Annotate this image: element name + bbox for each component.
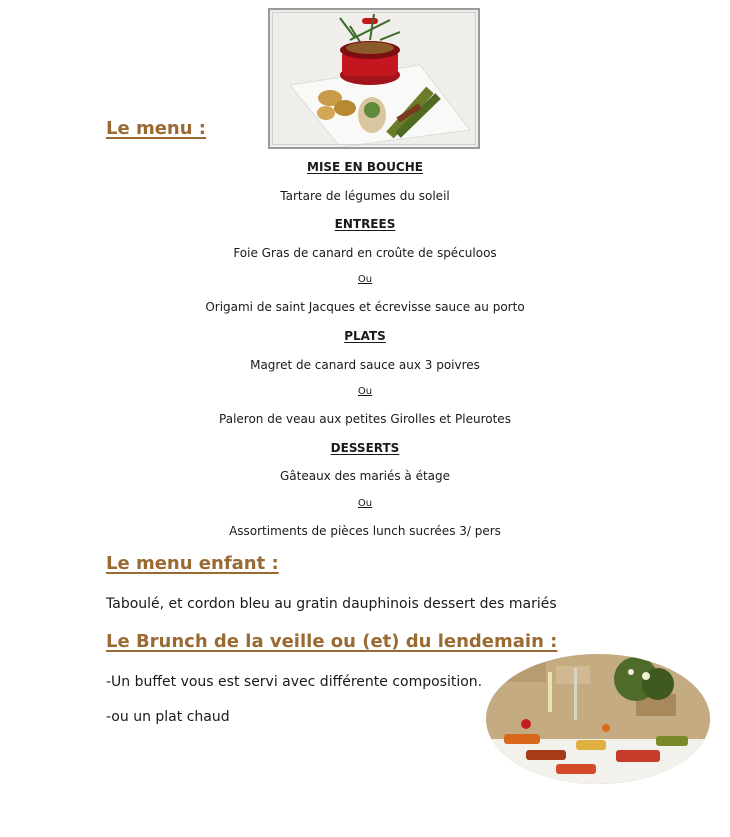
kids-menu-heading: Le menu enfant : — [106, 553, 279, 574]
mains-title: PLATS — [344, 329, 386, 343]
brunch-line-1: -Un buffet vous est servi avec différente composition. — [106, 674, 483, 690]
starters-title: ENTREES — [334, 217, 396, 231]
buffet-photo — [486, 654, 710, 784]
main-item-2: Paleron de veau aux petites Girolles et Pleurotes — [219, 412, 511, 426]
food-photo — [268, 8, 480, 149]
desserts-title: DESSERTS — [330, 441, 400, 455]
dessert-item-2: Assortiments de pièces lunch sucrées 3/ pers — [229, 524, 501, 538]
kids-menu-text: Taboulé, et cordon bleu au gratin dauphinois dessert des mariés — [106, 596, 557, 612]
starter-item-1: Foie Gras de canard en croûte de spéculoos — [233, 246, 497, 260]
brunch-heading: Le Brunch de la veille ou (et) du lendemain : — [106, 631, 558, 652]
main-or: Ou — [357, 386, 373, 397]
main-item-1: Magret de canard sauce aux 3 poivres — [250, 358, 480, 372]
amuse-title: MISE EN BOUCHE — [307, 160, 423, 174]
starter-item-2: Origami de saint Jacques et écrevisse sauce au porto — [205, 300, 525, 314]
starter-or: Ou — [357, 274, 373, 285]
dessert-or: Ou — [357, 498, 373, 509]
menu-heading: Le menu : — [106, 118, 207, 139]
brunch-line-2: -ou un plat chaud — [106, 709, 230, 725]
amuse-item: Tartare de légumes du soleil — [280, 189, 450, 203]
dessert-item-1: Gâteaux des mariés à étage — [279, 469, 451, 483]
